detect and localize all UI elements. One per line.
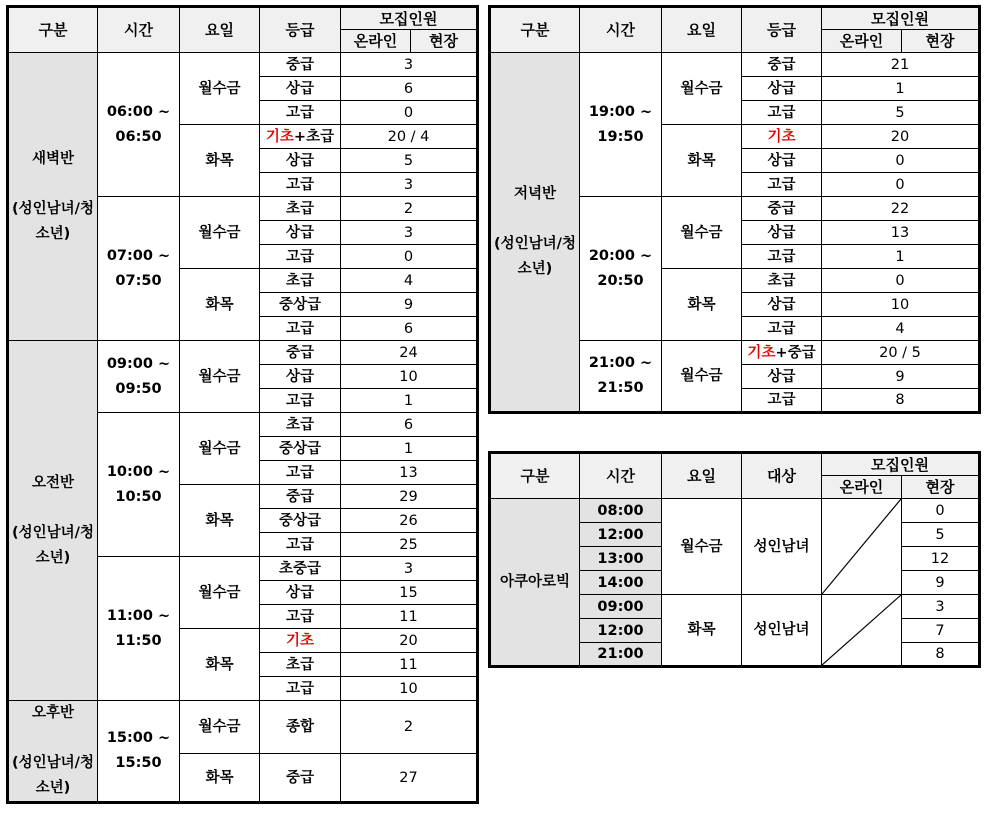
- level-cell: 중급: [260, 341, 341, 365]
- time-slot: 11:00 ~ 11:50: [98, 557, 180, 701]
- class-subtitle: (성인남녀/청소년): [12, 200, 94, 242]
- level-cell: 상급: [260, 77, 341, 101]
- level-cell: 초급: [260, 413, 341, 437]
- header-day: 요일: [180, 7, 260, 53]
- diagonal-slash: [822, 595, 901, 665]
- count-cell: 10: [822, 293, 980, 317]
- class-evening: [490, 53, 580, 413]
- count-cell: 8: [822, 389, 980, 413]
- count-cell: 6: [341, 77, 478, 101]
- level-cell: 초급: [260, 197, 341, 221]
- day-cell: 화목: [180, 629, 260, 701]
- class-subtitle: (성인남녀/청소년): [12, 524, 94, 566]
- header-time: 시간: [98, 7, 180, 53]
- day-cell: 화목: [662, 595, 742, 667]
- count-cell: 2: [341, 701, 478, 754]
- evening-schedule-table: [488, 5, 981, 414]
- day-cell: 월수금: [180, 557, 260, 629]
- class-subtitle: (성인남녀/청소년): [12, 755, 94, 796]
- count-cell: 10: [341, 365, 478, 389]
- count-cell: 24: [341, 341, 478, 365]
- level-cell: 중급: [260, 485, 341, 509]
- onsite-count: 7: [902, 619, 980, 643]
- count-cell: 1: [341, 437, 478, 461]
- header-target: 대상: [742, 453, 822, 499]
- level-cell: 초급: [742, 269, 822, 293]
- header-online: 온라인: [822, 476, 902, 499]
- count-cell: 1: [341, 389, 478, 413]
- time-slot: 21:00 ~ 21:50: [580, 341, 662, 413]
- aquarobics-schedule-table: [488, 451, 981, 668]
- level-cell: [742, 125, 822, 149]
- time-slot: 21:00: [580, 643, 662, 667]
- header-level: 등급: [742, 7, 822, 53]
- class-dawn: [8, 53, 98, 341]
- level-cell: 상급: [742, 293, 822, 317]
- onsite-count: 8: [902, 643, 980, 667]
- online-na-cell: [822, 595, 902, 667]
- class-name: 오전반: [31, 474, 75, 491]
- level-cell: 중급: [260, 754, 341, 803]
- count-cell: 0: [341, 101, 478, 125]
- level-cell: 고급: [260, 317, 341, 341]
- level-cell: 상급: [742, 149, 822, 173]
- level-cell: 종합: [260, 701, 341, 754]
- count-cell: 0: [341, 245, 478, 269]
- level-cell: 고급: [260, 389, 341, 413]
- count-cell: 10: [341, 677, 478, 701]
- daytime-schedule-table: [6, 5, 479, 804]
- level-cell: 고급: [742, 317, 822, 341]
- count-cell: 13: [822, 221, 980, 245]
- time-slot: 13:00: [580, 547, 662, 571]
- class-name: 새벽반: [31, 150, 75, 167]
- count-cell: 9: [341, 293, 478, 317]
- time-slot: 20:00 ~ 20:50: [580, 197, 662, 341]
- count-cell: 22: [822, 197, 980, 221]
- count-cell: 1: [822, 77, 980, 101]
- onsite-count: 9: [902, 571, 980, 595]
- level-cell: 중급: [742, 197, 822, 221]
- class-aquarobics: 아쿠아로빅: [490, 499, 580, 667]
- level-cell: 중상급: [260, 293, 341, 317]
- count-cell: 0: [822, 269, 980, 293]
- count-cell: 13: [341, 461, 478, 485]
- day-cell: 화목: [662, 269, 742, 341]
- header-level: 등급: [260, 7, 341, 53]
- level-cell: [260, 125, 341, 149]
- level-cell: 초중급: [260, 557, 341, 581]
- onsite-count: 5: [902, 523, 980, 547]
- onsite-count: 3: [902, 595, 980, 619]
- level-cell: 상급: [742, 77, 822, 101]
- day-cell: 화목: [180, 754, 260, 803]
- day-cell: 월수금: [180, 197, 260, 269]
- count-cell: 11: [341, 605, 478, 629]
- header-gubun: 구분: [490, 453, 580, 499]
- level-cell: 고급: [260, 173, 341, 197]
- level-cell: 초급: [260, 269, 341, 293]
- count-cell: 5: [822, 101, 980, 125]
- level-cell: 중상급: [260, 437, 341, 461]
- class-morning: [8, 341, 98, 701]
- level-cell: 고급: [742, 389, 822, 413]
- time-slot: 14:00: [580, 571, 662, 595]
- level-rest: +초급: [293, 128, 335, 145]
- time-slot: 10:00 ~ 10:50: [98, 413, 180, 557]
- day-cell: 월수금: [662, 197, 742, 269]
- day-cell: 화목: [662, 125, 742, 197]
- day-cell: 화목: [180, 269, 260, 341]
- time-slot: 07:00 ~ 07:50: [98, 197, 180, 341]
- count-cell: 1: [822, 245, 980, 269]
- count-cell: 26: [341, 509, 478, 533]
- day-cell: 월수금: [180, 53, 260, 125]
- header-gubun: 구분: [8, 7, 98, 53]
- class-name: 저녁반: [513, 186, 557, 202]
- class-afternoon: [8, 701, 98, 803]
- day-cell: 월수금: [180, 701, 260, 754]
- header-time: 시간: [580, 7, 662, 53]
- day-cell: 월수금: [662, 499, 742, 595]
- count-cell: 5: [341, 149, 478, 173]
- level-cell: 고급: [260, 533, 341, 557]
- header-onsite: 현장: [902, 476, 980, 499]
- onsite-count: 12: [902, 547, 980, 571]
- count-cell: 20: [822, 125, 980, 149]
- count-cell: 25: [341, 533, 478, 557]
- header-onsite: 현장: [902, 30, 980, 53]
- level-highlight: 기초: [767, 128, 796, 145]
- count-cell: 20: [341, 629, 478, 653]
- level-cell: 고급: [260, 605, 341, 629]
- level-cell: 상급: [260, 221, 341, 245]
- header-online: 온라인: [822, 30, 902, 53]
- count-cell: 6: [341, 317, 478, 341]
- class-subtitle: (성인남녀/청소년): [494, 236, 576, 277]
- header-recruit: 모집인원: [822, 453, 980, 476]
- count-cell: 20 / 4: [341, 125, 478, 149]
- level-highlight: 기초: [265, 128, 294, 145]
- level-cell: 고급: [742, 245, 822, 269]
- count-cell: 3: [341, 53, 478, 77]
- header-day: 요일: [662, 7, 742, 53]
- onsite-count: 0: [902, 499, 980, 523]
- level-cell: 고급: [260, 101, 341, 125]
- count-cell: 2: [341, 197, 478, 221]
- header-recruit: 모집인원: [341, 7, 478, 30]
- count-cell: 21: [822, 53, 980, 77]
- count-cell: 0: [822, 149, 980, 173]
- level-cell: 고급: [260, 461, 341, 485]
- level-cell: [742, 341, 822, 365]
- level-highlight: 기초: [285, 632, 314, 649]
- level-cell: 상급: [260, 365, 341, 389]
- count-cell: 29: [341, 485, 478, 509]
- class-name: 오후반: [31, 705, 75, 721]
- level-rest: +중급: [775, 344, 816, 361]
- level-cell: 중급: [742, 53, 822, 77]
- level-cell: 상급: [742, 365, 822, 389]
- time-slot: 08:00: [580, 499, 662, 523]
- time-slot: 09:00 ~ 09:50: [98, 341, 180, 413]
- level-cell: 중상급: [260, 509, 341, 533]
- level-cell: 고급: [742, 101, 822, 125]
- header-day: 요일: [662, 453, 742, 499]
- level-cell: 상급: [260, 149, 341, 173]
- level-cell: 중급: [260, 53, 341, 77]
- count-cell: 4: [822, 317, 980, 341]
- header-time: 시간: [580, 453, 662, 499]
- time-slot: 06:00 ~ 06:50: [98, 53, 180, 197]
- online-na-cell: [822, 499, 902, 595]
- count-cell: 0: [822, 173, 980, 197]
- time-slot: 12:00: [580, 619, 662, 643]
- day-cell: 화목: [180, 485, 260, 557]
- count-cell: 15: [341, 581, 478, 605]
- diagonal-slash: [822, 499, 901, 594]
- count-cell: 4: [341, 269, 478, 293]
- count-cell: 3: [341, 173, 478, 197]
- level-cell: 고급: [260, 677, 341, 701]
- time-slot: 19:00 ~ 19:50: [580, 53, 662, 197]
- time-slot: 09:00: [580, 595, 662, 619]
- level-cell: 고급: [742, 173, 822, 197]
- count-cell: 27: [341, 754, 478, 803]
- level-cell: 상급: [260, 581, 341, 605]
- count-cell: 3: [341, 221, 478, 245]
- count-cell: 20 / 5: [822, 341, 980, 365]
- level-cell: 상급: [742, 221, 822, 245]
- day-cell: 화목: [180, 125, 260, 197]
- header-gubun: 구분: [490, 7, 580, 53]
- count-cell: 3: [341, 557, 478, 581]
- header-recruit: 모집인원: [822, 7, 980, 30]
- day-cell: 월수금: [662, 341, 742, 413]
- target-cell: 성인남녀: [742, 499, 822, 595]
- count-cell: 11: [341, 653, 478, 677]
- level-cell: [260, 629, 341, 653]
- target-cell: 성인남녀: [742, 595, 822, 667]
- count-cell: 9: [822, 365, 980, 389]
- level-highlight: 기초: [747, 344, 776, 361]
- header-online: 온라인: [341, 30, 411, 53]
- day-cell: 월수금: [662, 53, 742, 125]
- level-cell: 고급: [260, 245, 341, 269]
- count-cell: 6: [341, 413, 478, 437]
- day-cell: 월수금: [180, 341, 260, 413]
- header-onsite: 현장: [411, 30, 478, 53]
- day-cell: 월수금: [180, 413, 260, 485]
- level-cell: 초급: [260, 653, 341, 677]
- time-slot: 15:00 ~ 15:50: [98, 701, 180, 803]
- time-slot: 12:00: [580, 523, 662, 547]
